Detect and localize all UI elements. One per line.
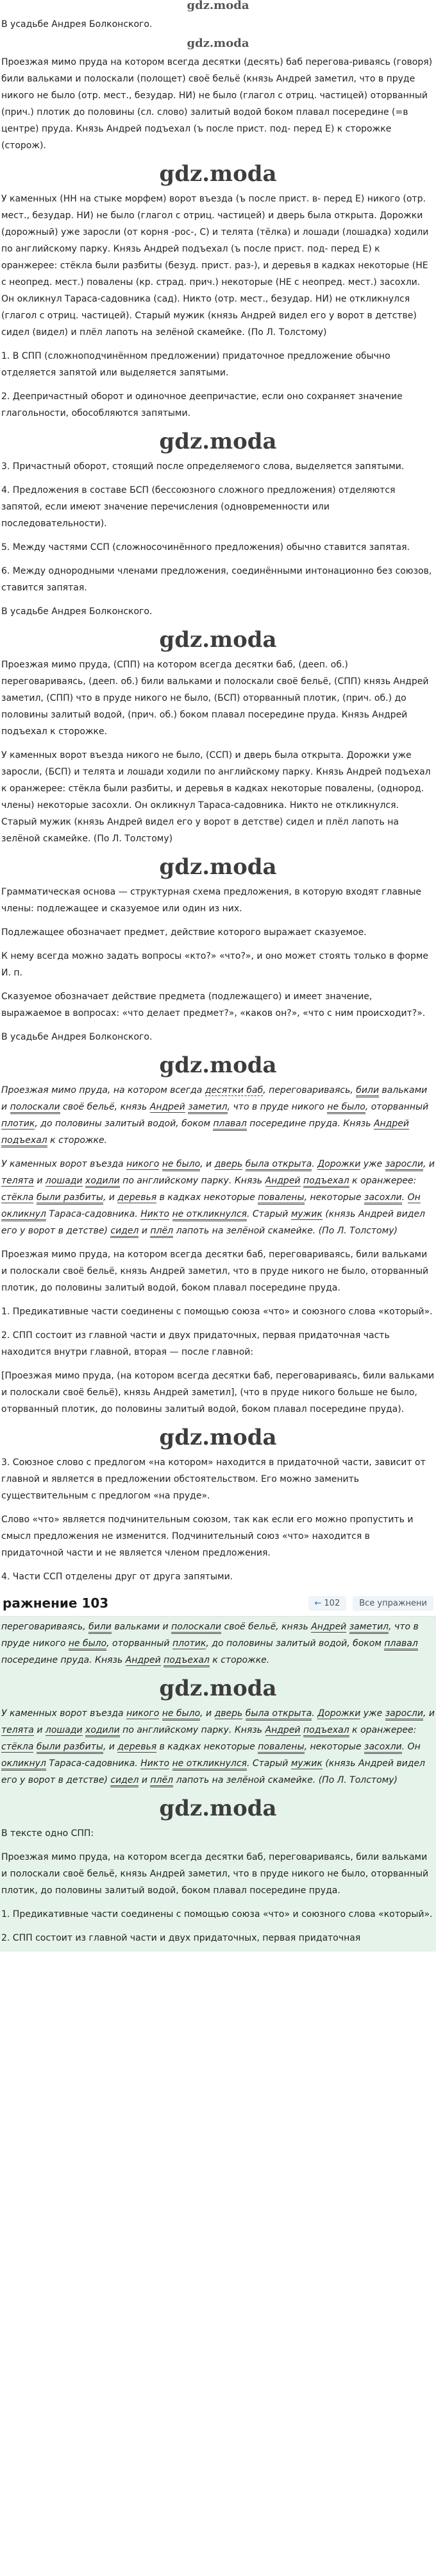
parsed-paragraph-3: переговариваясь, били вальками и полоскали своё бельё, князь Андрей заметил, что в пруде никого не было, оторванный плотик, до половины залитый водой, боком плавал посередине пруда. Князь Андрей подъехал к сторожке. xyxy=(1,1617,435,1674)
punctuation-paragraph-2: У каменных ворот въезда никого не было, (ССП) и дверь была открыта. Дорожки уже заросли, (БСП) и телята и лошади ходили по английскому парку. Князь Андрей подъехал к оранжерее: стёкла были разбиты, и деревья в кадках некоторые повалены, (однород. члены) некоторые засохли. Он окликнул Тараса-садовника. Никто не откликнулся. Старый мужик (князь Андрей видел его у ворот в детстве) сидел и плёл лапоть на зелёной скамейке. (По Л. Толстому) xyxy=(1,750,431,844)
heading-text: В усадьбе Андрея Болконского. xyxy=(1,1032,153,1042)
heading-text: В усадьбе Андрея Болконского. xyxy=(1,19,153,30)
watermark: gdz.moda xyxy=(159,1425,277,1450)
section-2 xyxy=(0,601,436,1027)
analysis-item: Слово «что» является подчинительным союзом, так как если его можно пропустить и смысл предложения не изменится. Подчинительный союз «что» находится в придаточной части и не является членом предложения. xyxy=(1,1515,414,1558)
section-4 xyxy=(0,1244,436,1590)
analysis-item: 2. СПП состоит из главной части и двух придаточных, первая придаточная часть находится внутри главной, вторая — после главной: xyxy=(1,1330,390,1357)
section-1 xyxy=(0,0,436,601)
previous-exercise-button[interactable] xyxy=(308,1596,347,1611)
parsed-paragraph-1: Проезжая мимо пруда, на котором всегда десятки баб, переговариваясь, били вальками и полоскали своё бельё, князь Андрей заметил, что в пруде никого не было, оторванный плотик, до половины залитый водой, боком плавал посередине пруда. Князь Андрей подъехал к сторожке. xyxy=(1,1080,435,1154)
analysis-sentence: Проезжая мимо пруда, на котором всегда десятки баб, переговариваясь, били вальками и полоскали своё бельё, князь Андрей заметил, что в пруде никого не было, оторванный плотик, до половины залитый водой, боком плавал посередине пруда. xyxy=(1,1249,429,1293)
watermark: gdz.moda xyxy=(159,161,277,187)
watermark: gdz.moda xyxy=(159,627,277,653)
watermark: gdz.moda xyxy=(187,37,249,50)
analysis-heading: В тексте одно СПП: xyxy=(1,1828,94,1839)
watermark: gdz.moda xyxy=(159,1676,277,1701)
watermark: gdz.moda xyxy=(159,1796,277,1821)
parsed-paragraph-4: У каменных ворот въезда никого не было, и дверь была открыта. Дорожки уже заросли, и телята и лошади ходили по английскому парку. Князь Андрей подъехал к оранжерее: стёкла были разбиты, и деревья в кадках некоторые повалены, некоторые засохли. Он окликнул Тараса-садовника. Никто не откликнулся. Старый мужик (князь Андрей видел его у ворот в детстве) сидел и плёл лапоть на зелёной скамейке. (По Л. Толстому) xyxy=(1,1703,435,1794)
heading-text: В усадьбе Андрея Болконского. xyxy=(1,606,153,617)
analysis-item: 1. Предикативные части соединены с помощью союза «что» и союзного слова «который». xyxy=(1,1307,433,1317)
arrow-left-icon: ← xyxy=(314,1598,322,1608)
rule-item: 1. В СПП (сложноподчинённом предложении) придаточное предложение обычно отделяется запятой или выделяется запятыми. xyxy=(1,351,390,378)
analysis-item: 1. Предикативные части соединены с помощью союза «что» и союзного слова «который». xyxy=(1,1909,433,1919)
watermark: gdz.moda xyxy=(159,854,277,880)
watermark: gdz.moda xyxy=(159,429,277,454)
theory-text: Сказуемое обозначает действие предмета (подлежащего) и имеет значение, выражаемое в вопросах: «что делает предмет?», «каков он?», «что с ним происходит?». xyxy=(1,992,426,1018)
exercise-title: ражнение 103 xyxy=(3,1595,109,1611)
section-3 xyxy=(0,1027,436,1244)
theory-text: Грамматическая основа — структурная схема предложения, в которую входят главные члены: подлежащее и сказуемое или один из них. xyxy=(1,887,422,914)
annotated-paragraph-1: Проезжая мимо пруда на котором всегда десятки (десять) баб перегова-риваясь (говоря) били вальками и полоскали (полощет) своё бельё (князь Андрей заметил, что в пруде никого не было (отр. мест., безудар. НИ) не было (глагол с отриц. частицей) оторванный (прич.) плотик до половины (сл. слово) залитый водой боком плавал посередине (=в центре) пруда. Князь Андрей подъехал (ъ после прист. под- перед Е) к сторожке (сторож). xyxy=(1,57,433,151)
section-5 xyxy=(0,1617,436,1952)
analysis-sentence: Проезжая мимо пруда, на котором всегда десятки баб, переговариваясь, били вальками и полоскали своё бельё, князь Андрей заметил, что в пруде никого не было, оторванный плотик, до половины залитый водой, боком плавал посередине пруда. xyxy=(1,1852,429,1896)
annotated-paragraph-2: У каменных (НН на стыке морфем) ворот въезда (ъ после прист. в- перед Е) никого (отр. мест., безудар. НИ) не было (глагол с отриц. частицей) и дверь была открыта. Дорожки (дорожный) уже заросли (от корня -рос-, С) и телята (тёлка) и лошади (лошадка) ходили по английскому парку. Князь Андрей подъехал (ъ после прист. под- перед Е) к оранжерее: стёкла были разбиты (безуд. прист. раз-), и деревья в кадках некоторые (НЕ с неопред. мест.) повалены (кр. страд. прич.) некоторые (НЕ с неопред. мест.) засохли. Он окликнул Тараса-садовника (сад). Никто (отр. мест., безудар. НИ) не откликнулся (глагол с отриц. частицей). Старый мужик (князь Андрей видел его у ворот в детстве) сидел (видел) и плёл лапоть на зелёной скамейке. (По Л. Толстому) xyxy=(1,194,429,338)
analysis-item: 2. СПП состоит из главной части и двух придаточных, первая придаточная xyxy=(1,1933,361,1943)
analysis-item: 4. Части ССП отделены друг от друга запятыми. xyxy=(1,1572,233,1582)
theory-text: К нему всегда можно задать вопросы «кто?» «что?», и оно может стоять только в форме И. п. xyxy=(1,951,429,978)
watermark: gdz.moda xyxy=(159,1052,277,1078)
parsed-paragraph-2: У каменных ворот въезда никого не было, и дверь была открыта. Дорожки уже заросли, и телята и лошади ходили по английскому парку. Князь Андрей подъехал к оранжерее: стёкла были разбиты, и деревья в кадках некоторые повалены, некоторые засохли. Он окликнул Тараса-садовника. Никто не откликнулся. Старый мужик (князь Андрей видел его у ворот в детстве) сидел и плёл лапоть на зелёной скамейке. (По Л. Толстому) xyxy=(1,1154,435,1244)
analysis-scheme: [Проезжая мимо пруда, (на котором всегда десятки баб, переговариваясь, били вальками и полоскали своё бельё), князь Андрей заметил], (что в пруде никого больше не было, оторванный плотик, до половины залитый водой, боком плавал посередине пруда). xyxy=(1,1371,435,1414)
rule-item: 5. Между частями ССП (сложносочинённого предложения) обычно ставится запятая. xyxy=(1,542,410,553)
rule-item: 2. Деепричастный оборот и одиночное деепричастие, если оно сохраняет значение глагольности, обособляются запятыми. xyxy=(1,391,403,418)
analysis-item: 3. Союзное слово с предлогом «на котором» находится в придаточной части, зависит от главной и является в предложении обстоятельством. Его можно заменить существительным с предлогом «на пруде». xyxy=(1,1457,426,1501)
previous-exercise-label: 102 xyxy=(324,1598,340,1608)
all-exercises-button[interactable]: Все упражнени xyxy=(353,1596,433,1611)
rule-item: 4. Предложения в составе БСП (бессоюзного сложного предложения) отделяются запятой, если имеют значение перечисления (одновременности или последовательности). xyxy=(1,485,396,529)
rule-item: 6. Между однородными членами предложения, соединёнными интонационно без союзов, ставится запятая. xyxy=(1,566,432,593)
rule-item: 3. Причастный оборот, стоящий после определяемого слова, выделяется запятыми. xyxy=(1,461,405,472)
theory-text: Подлежащее обозначает предмет, действие которого выражает сказуемое. xyxy=(1,927,367,938)
punctuation-paragraph-1: Проезжая мимо пруда, (СПП) на котором всегда десятки баб, (дееп. об.) переговариваясь, (дееп. об.) били вальками и полоскали своё бельё, (СПП) князь Андрей заметил, (СПП) что в пруде никого не было, (БСП) оторванный плотик, (прич. об.) до половины залитый водой, (прич. об.) боком плавал посередине пруда. Князь Андрей подъехал к сторожке. xyxy=(1,660,429,737)
watermark: gdz.moda xyxy=(187,0,249,12)
exercise-nav-bar xyxy=(0,1590,436,1617)
